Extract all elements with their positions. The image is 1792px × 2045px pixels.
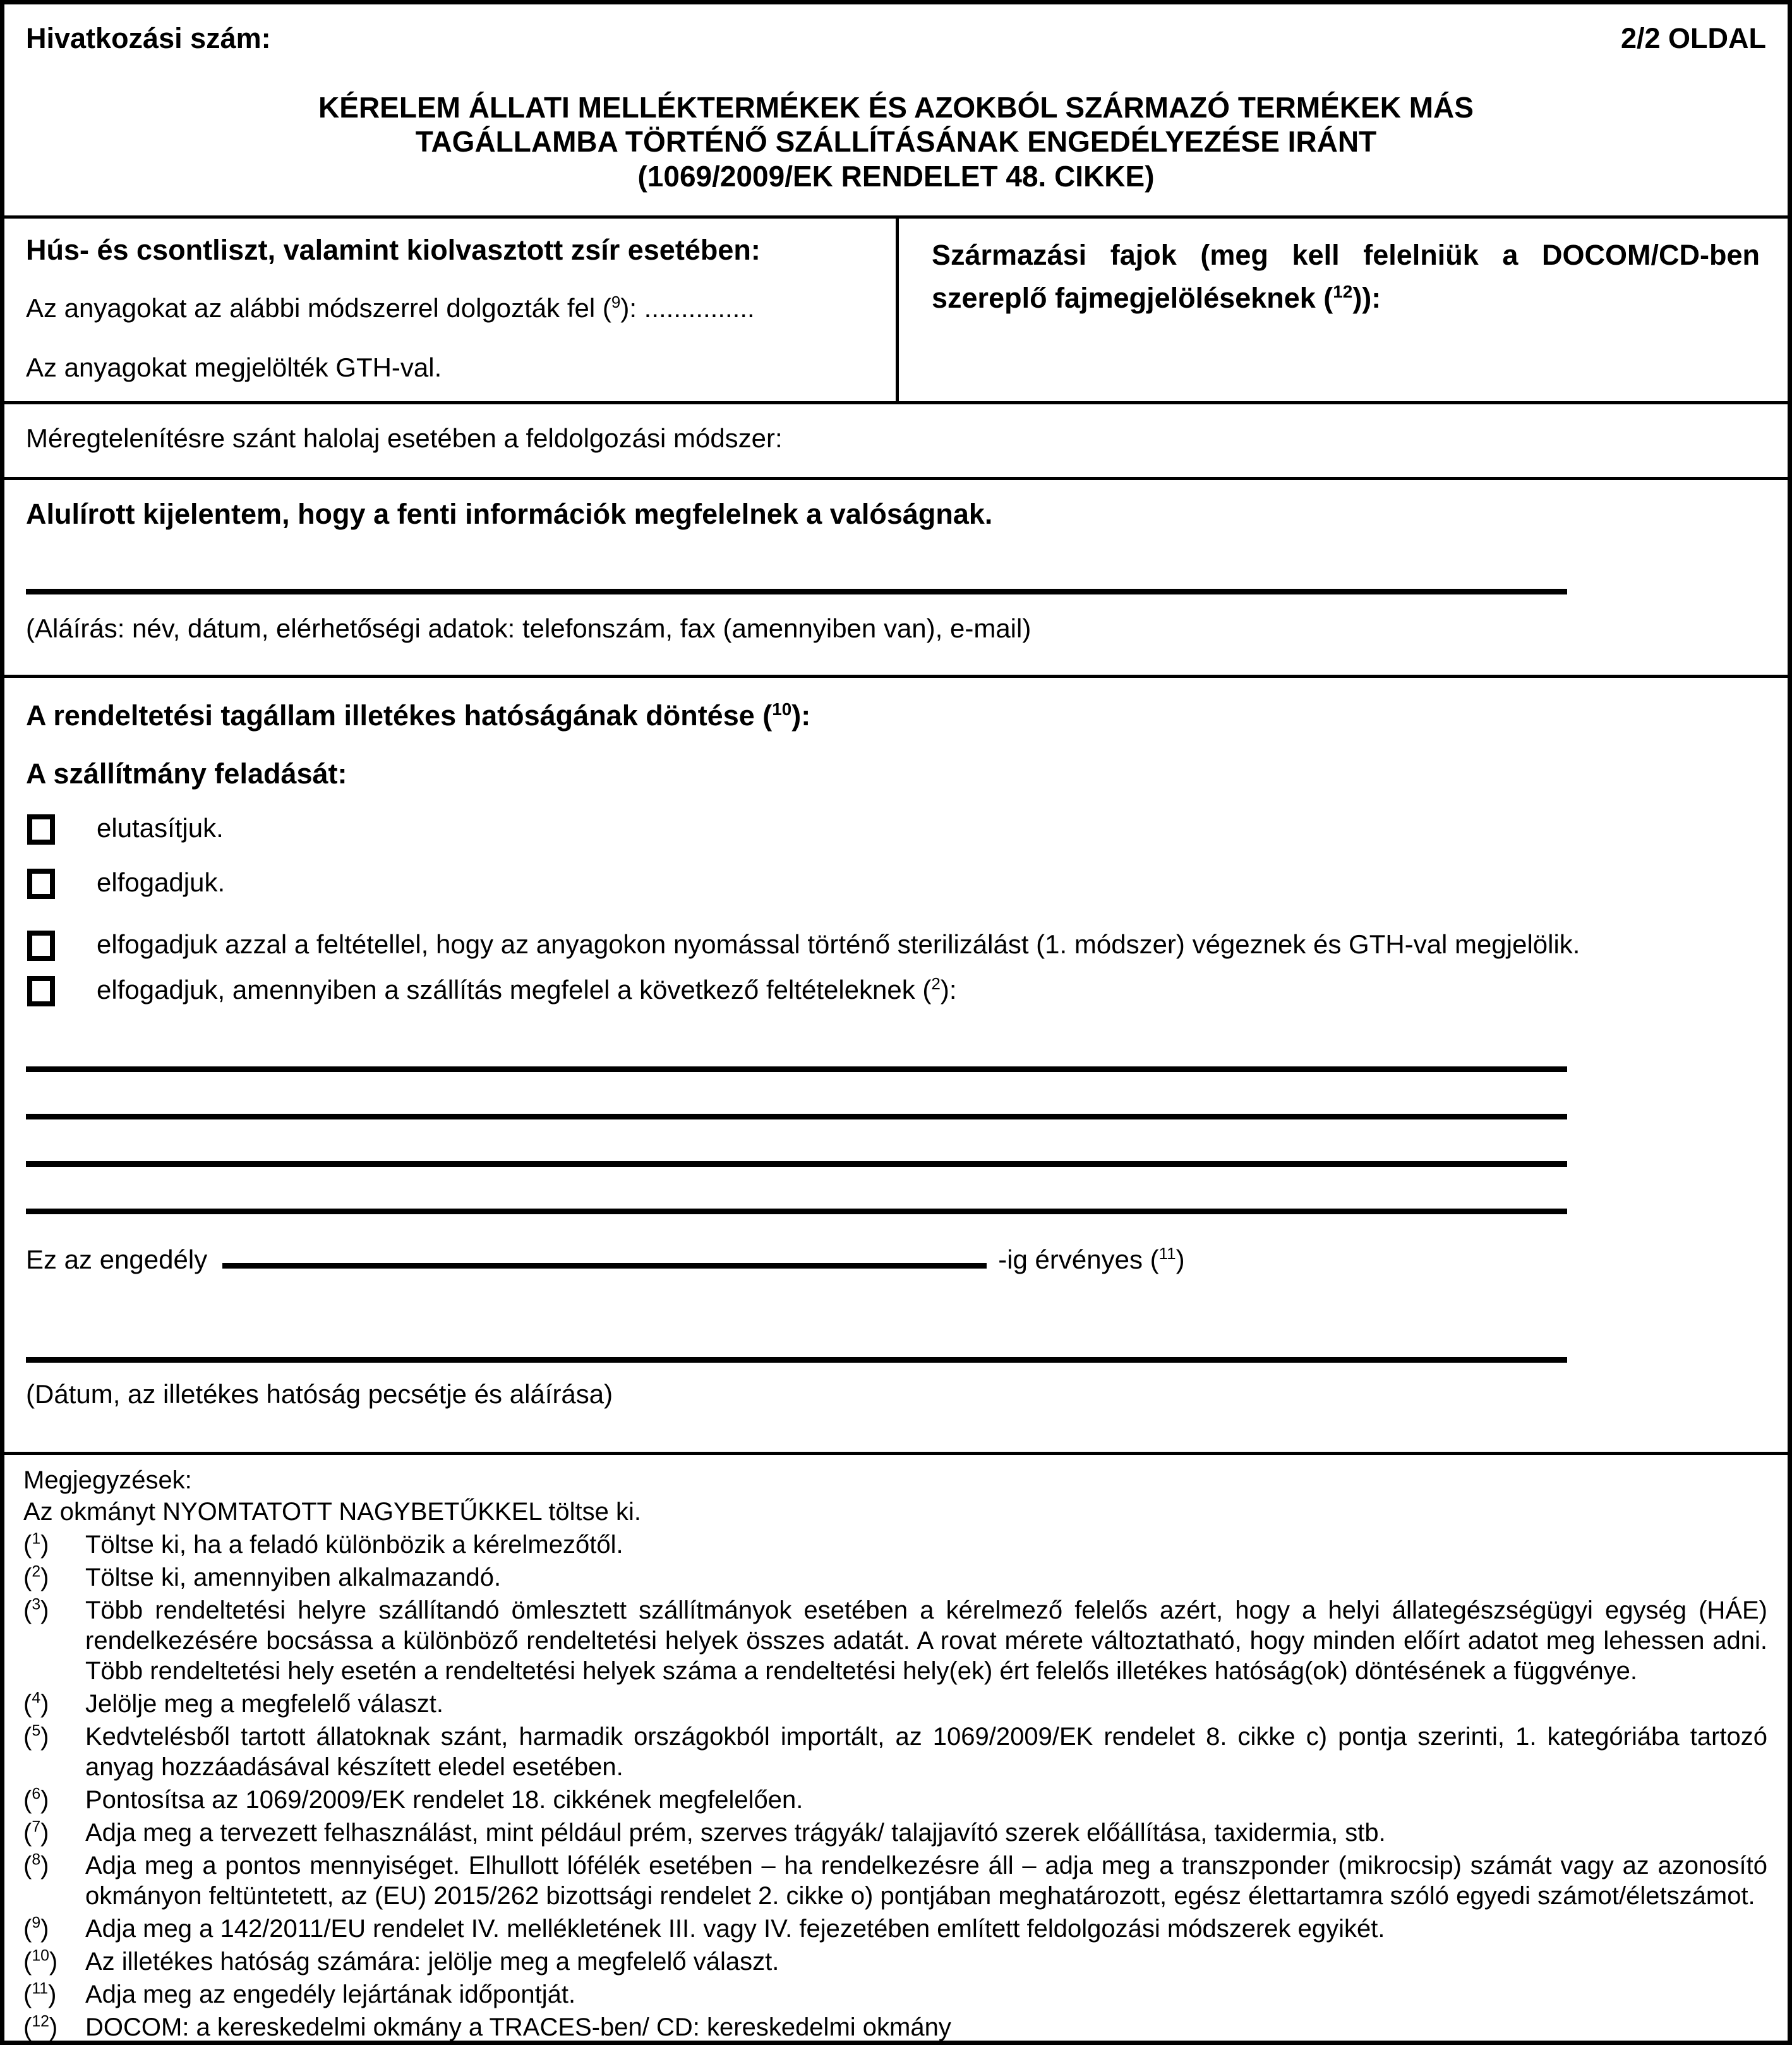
decision-title: A rendeltetési tagállam illetékes hatóságának döntése ($^{10}$): — [26, 699, 811, 732]
note-1-text: Töltse ki, ha a feladó különbözik a kérelmezőtől. — [85, 1531, 623, 1559]
fish-oil-text: Méregtelenítésre szánt halolaj esetében a feldolgozási módszer: — [26, 423, 783, 453]
note-6 — [23, 1785, 1767, 1815]
conditions-blank-line-4[interactable] — [26, 1209, 1567, 1214]
note-8 — [23, 1850, 1767, 1911]
note-1-marker: ($^1$) — [23, 1530, 49, 1559]
note-6-text: Pontosítsa az 1069/2009/EK rendelet 18. cikkének megfelelően. — [85, 1786, 803, 1814]
conditions-blank-line-2[interactable] — [26, 1114, 1567, 1119]
conditions-blank-line-3[interactable] — [26, 1161, 1567, 1167]
stamp-signature-line[interactable] — [26, 1357, 1567, 1363]
note-8-text: Adja meg a pontos mennyiséget. Elhullott lófélék esetében – ha rendelkezésre áll – adja meg a transzponder (mikrocsip) számát vagy az azonosító okmányon feltüntetett, az (EU) 2015/262 bizottsági rendelet 2. cikke o) pontjában meghatározott, egész élettartamra szóló egyedi számot/életszámot. — [85, 1852, 1767, 1910]
checkbox-accept[interactable] — [27, 869, 55, 899]
footnote-ref-9: 9 — [611, 293, 621, 311]
note-4 — [23, 1689, 1767, 1719]
form-title-line-2: TAGÁLLAMBA TÖRTÉNŐ SZÁLLÍTÁSÁNAK ENGEDÉLYEZÉSE IRÁNT — [415, 125, 1377, 159]
form-title — [26, 90, 1766, 193]
footnote-ref-10: 10 — [772, 699, 792, 719]
fish-oil-row — [4, 401, 1788, 477]
footnote-ref-12: 12 — [1333, 281, 1353, 301]
header-row — [26, 22, 1766, 55]
note-10 — [23, 1946, 1767, 1977]
processing-method-line: Az anyagokat az alábbi módszerrel dolgozták fel ($^9$): ............... — [26, 293, 755, 323]
signature-line[interactable] — [26, 589, 1567, 594]
option-accept-conditions — [26, 975, 1766, 1006]
note-8-marker: ($^8$) — [23, 1851, 49, 1879]
declaration-statement: Alulírott kijelentem, hogy a fenti információk megfelelnek a valóságnak. — [26, 498, 993, 530]
option-reject-label: elutasítjuk. — [97, 813, 224, 843]
option-accept — [26, 867, 1766, 899]
note-12 — [23, 2012, 1767, 2041]
note-7 — [23, 1818, 1767, 1848]
decision-section — [4, 675, 1788, 1452]
notes-intro: Az okmányt NYOMTATOTT NAGYBETŰKKEL töltse ki. — [23, 1498, 642, 1526]
conditions-blank-line-1[interactable] — [26, 1066, 1567, 1072]
option-reject — [26, 813, 1766, 845]
checkbox-reject[interactable] — [27, 814, 55, 845]
notes-heading: Megjegyzések: — [23, 1466, 192, 1494]
stamp-caption: (Dátum, az illetékes hatóság pecsétje és aláírása) — [26, 1379, 613, 1409]
option-accept-label: elfogadjuk. — [97, 867, 226, 897]
header-section — [4, 4, 1788, 215]
meat-bone-meal-heading: Hús- és csontliszt, valamint kiolvasztott zsír esetében: — [26, 234, 761, 266]
note-7-marker: ($^7$) — [23, 1818, 49, 1847]
meat-bone-meal-cell — [4, 219, 896, 401]
option-accept-conditions-label: elfogadjuk, amennyiben a szállítás megfelel a következő feltételeknek ($^2$): — [97, 974, 957, 1004]
note-10-marker: ($^{10}$) — [23, 1947, 58, 1976]
processing-method-fill[interactable]: ): ............... — [620, 293, 755, 323]
validity-date-field[interactable] — [222, 1263, 987, 1269]
decision-subtitle: A szállítmány feladását: — [26, 757, 347, 790]
validity-prefix: Ez az engedély — [26, 1245, 208, 1274]
note-2-marker: ($^2$) — [23, 1563, 49, 1591]
note-4-text: Jelölje meg a megfelelő választ. — [85, 1690, 443, 1718]
note-11-marker: ($^{11}$) — [23, 1980, 57, 2008]
reference-number-label: Hivatkozási szám: — [26, 22, 271, 54]
note-3 — [23, 1595, 1767, 1686]
note-9 — [23, 1914, 1767, 1944]
note-2 — [23, 1562, 1767, 1593]
note-9-marker: ($^9$) — [23, 1914, 49, 1943]
note-9-text: Adja meg a 142/2011/EU rendelet IV. mellékletének III. vagy IV. fejezetében említett feldolgozási módszerek egyikét. — [85, 1915, 1385, 1943]
checkbox-accept-sterilization[interactable] — [27, 931, 55, 961]
note-5 — [23, 1722, 1767, 1782]
validity-suffix: -ig érvényes ($^{11}$) — [998, 1244, 1185, 1274]
footnote-ref-11: 11 — [1158, 1244, 1176, 1263]
note-3-text: Több rendeltetési helyre szállítandó ömlesztett szállítmányok esetében a kérelmező felelős azért, hogy a helyi állategészségügyi egység (HÁE) rendelkezésére bocsássa a különböző rendeltetési helyek összes adatát. A rovat mérete változtatható, hogy minden előírt adatot meg lehessen adni. Több rendeltetési hely esetén a rendeltetési helyek száma a rendeltetési hely(ek) ért felelős illetékes hatóság(ok) döntésének a függvénye. — [85, 1596, 1767, 1685]
validity-line — [26, 1245, 1766, 1275]
note-2-text: Töltse ki, amennyiben alkalmazandó. — [85, 1564, 502, 1591]
note-3-marker: ($^3$) — [23, 1596, 49, 1624]
option-accept-sterilization-label: elfogadjuk azzal a feltétellel, hogy az anyagokon nyomással történő sterilizálást (1. módszer) végeznek és GTH-val megjelölik. — [97, 929, 1580, 959]
note-11-text: Adja meg az engedély lejártának időpontját. — [85, 1981, 576, 2008]
gth-marked-line: Az anyagokat megjelölték GTH-val. — [26, 353, 442, 382]
species-of-origin-cell: Származási fajok (meg kell felelniük a DOCOM/CD-ben szereplő fajmegjelöléseknek ($^{12}$)): — [896, 219, 1788, 401]
note-7-text: Adja meg a tervezett felhasználást, mint például prém, szerves trágyák/ talajjavító szerek előállítása, taxidermia, stb. — [85, 1819, 1386, 1847]
note-5-marker: ($^5$) — [23, 1722, 49, 1751]
page-number: 2/2 OLDAL — [1620, 22, 1766, 54]
note-1 — [23, 1529, 1767, 1560]
note-6-marker: ($^6$) — [23, 1785, 49, 1814]
note-10-text: Az illetékes hatóság számára: jelölje meg a megfelelő választ. — [85, 1948, 779, 1976]
declaration-section — [4, 477, 1788, 675]
materials-row — [4, 215, 1788, 401]
note-4-marker: ($^4$) — [23, 1689, 49, 1718]
note-12-text: DOCOM: a kereskedelmi okmány a TRACES-ben/ CD: kereskedelmi okmány — [85, 2013, 951, 2041]
note-11 — [23, 1979, 1767, 2010]
form-title-line-3: (1069/2009/EK RENDELET 48. CIKKE) — [637, 159, 1155, 193]
option-accept-sterilization — [26, 929, 1766, 961]
footnote-ref-2: 2 — [931, 974, 941, 993]
notes-section — [4, 1452, 1788, 2041]
note-12-marker: ($^{12}$) — [23, 2013, 58, 2041]
note-5-text: Kedvtelésből tartott állatoknak szánt, harmadik országokból importált, az 1069/2009/EK rendelet 8. cikke c) pontja szerinti, 1. kategóriába tartozó anyag hozzáadásával készített eledel esetében. — [85, 1723, 1767, 1781]
form-title-line-1: KÉRELEM ÁLLATI MELLÉKTERMÉKEK ÉS AZOKBÓL SZÁRMAZÓ TERMÉKEK MÁS — [318, 91, 1474, 124]
signature-caption: (Aláírás: név, dátum, elérhetőségi adatok: telefonszám, fax (amennyiben van), e-mail) — [26, 613, 1031, 643]
checkbox-accept-conditions[interactable] — [27, 976, 55, 1006]
